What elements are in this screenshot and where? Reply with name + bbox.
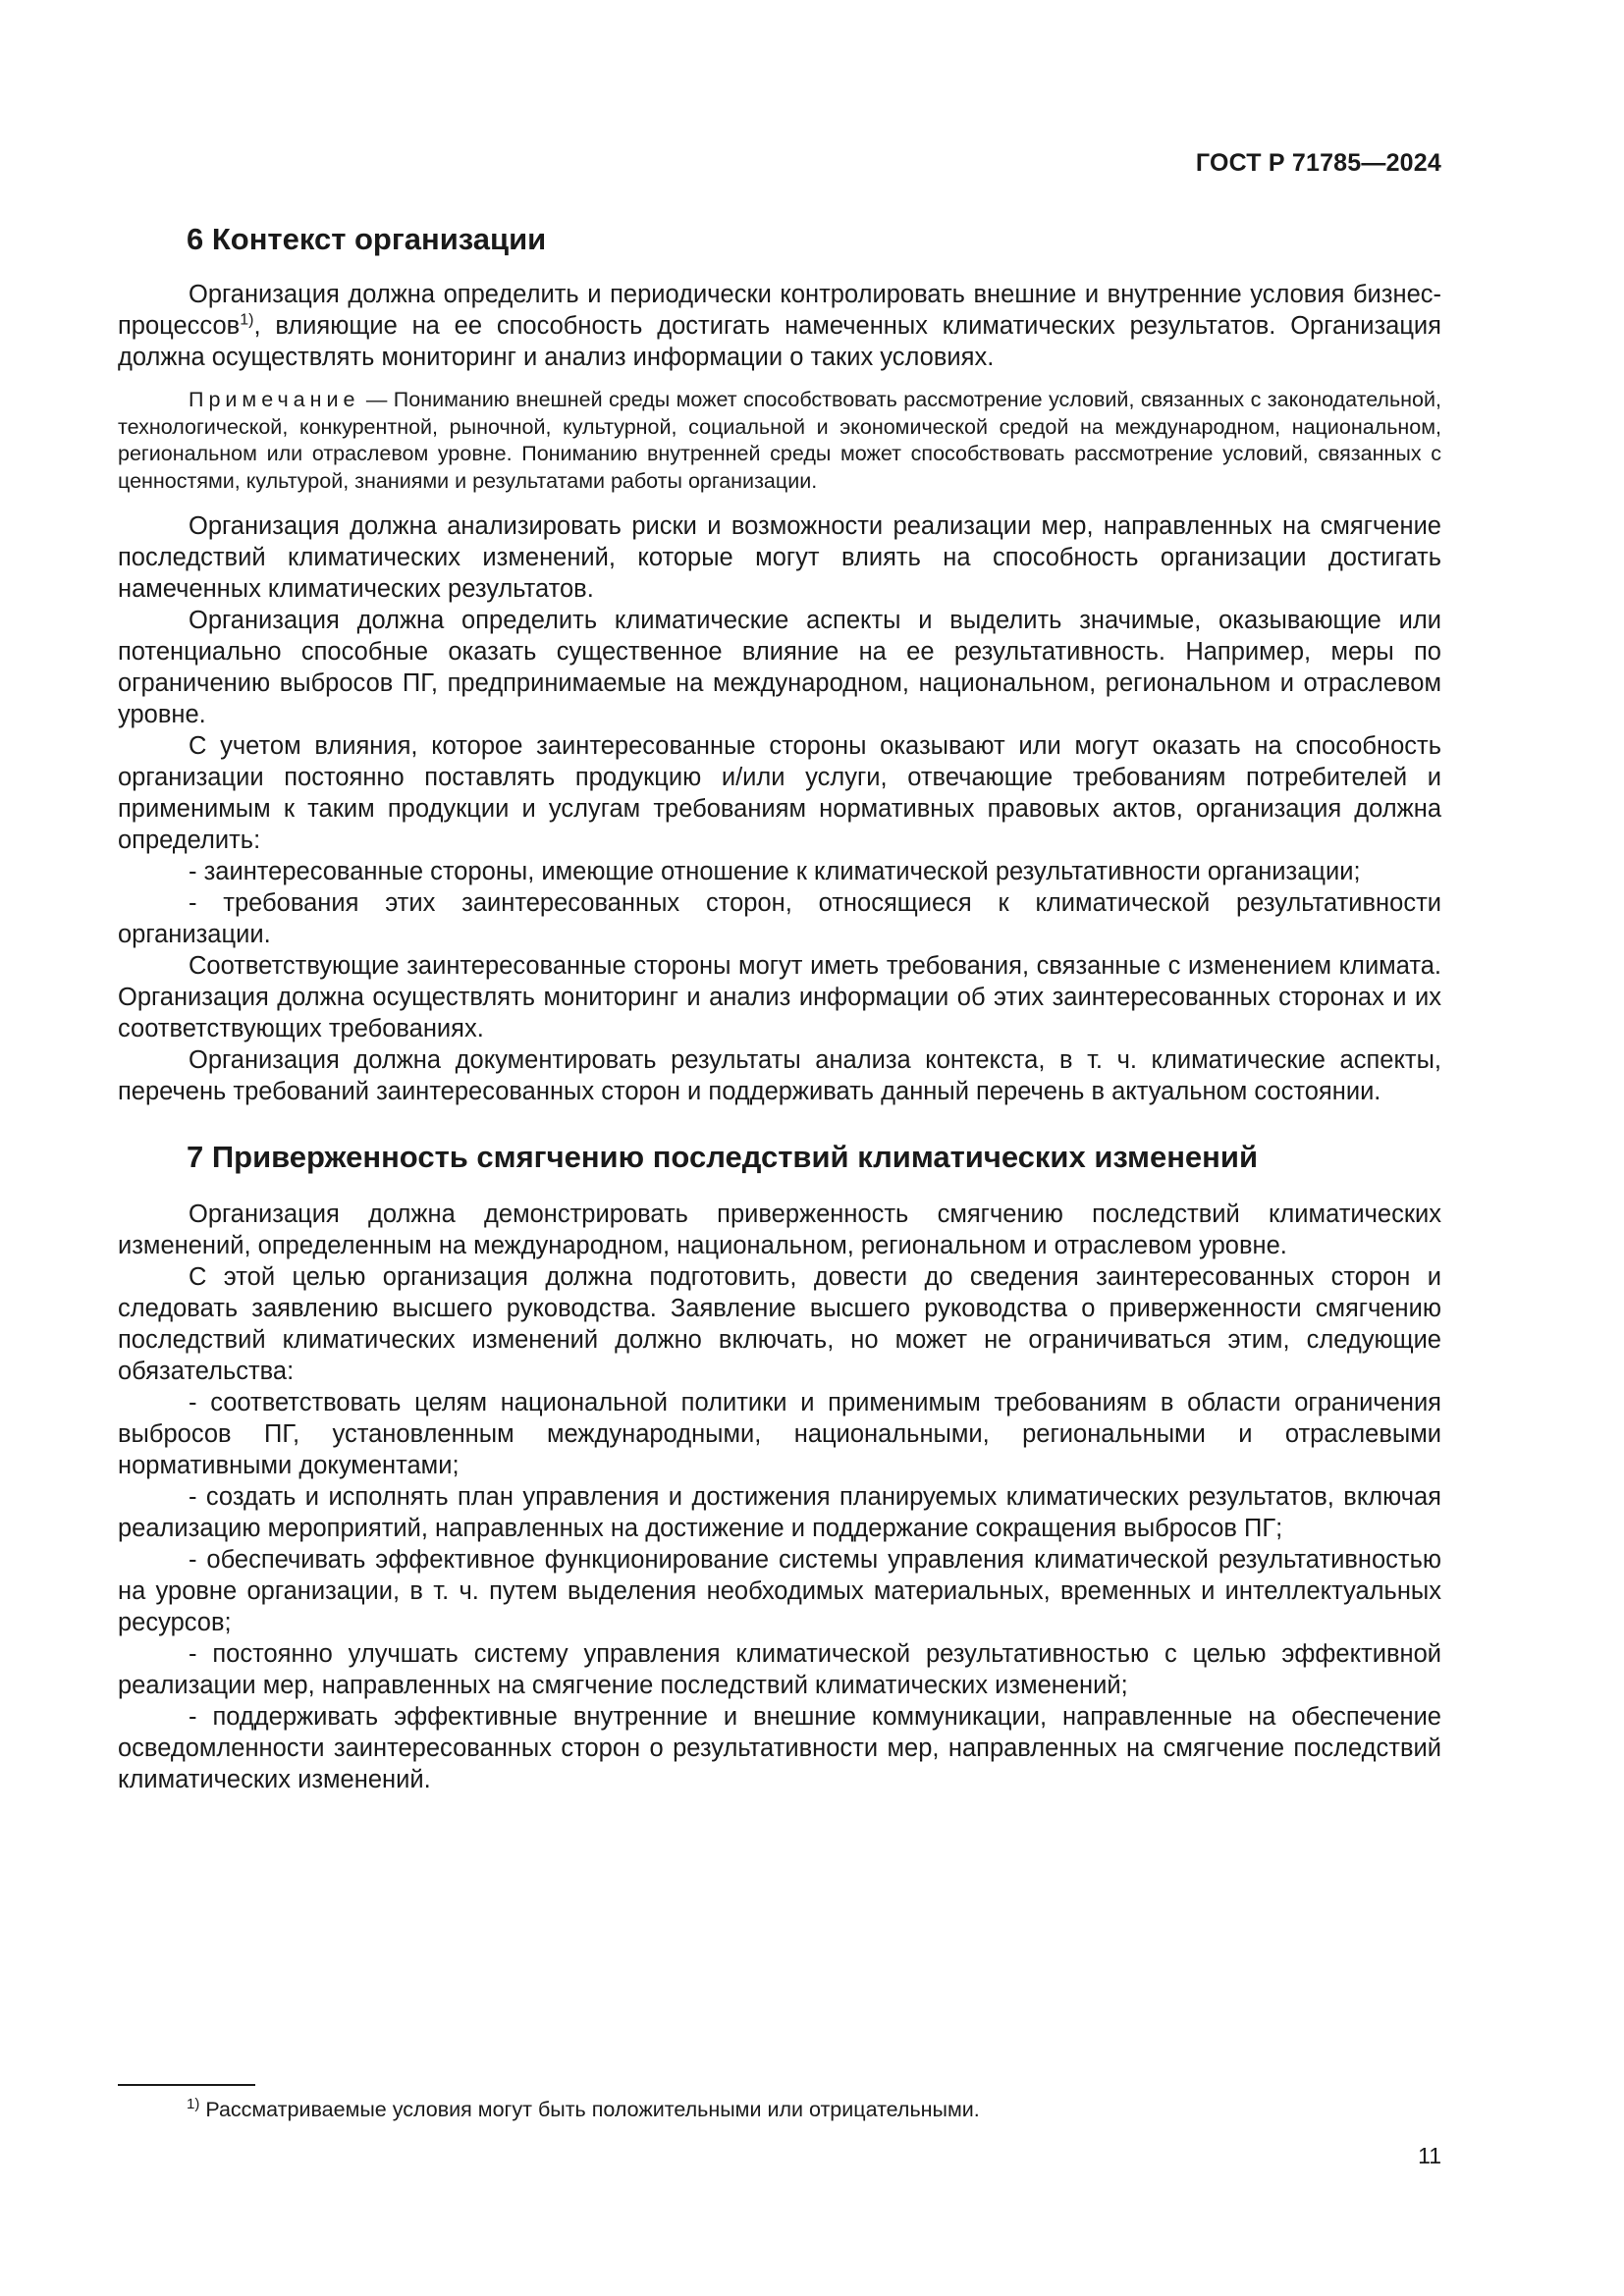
note-text: — Пониманию внешней среды может способствовать рассмотрение условий, связанных с законодательной, технологической, конкурентной, рыночной, культурной, социальной и экономической средой на международном, национальном, региональном или отраслевом уровне. Пониманию внутренней среды может способствовать рассмотрение условий, связанных с ценностями, культурой, знаниями и результатами работы организации. [118,388,1441,493]
section-7-list-item: - соответствовать целям национальной политики и применимым требованиям в области ограничения выбросов ПГ, установленным международными, национальными, региональными и отраслевыми нормативными документами; [118,1389,1441,1480]
section-6-list-item: - требования этих заинтересованных сторон, относящиеся к климатической результативности организации. [118,889,1441,949]
footnote [187,2096,980,2123]
section-7-paragraph-2: С этой целью организация должна подготовить, довести до сведения заинтересованных сторон и следовать заявлению высшего руководства. Заявление высшего руководства о приверженности смягчению последствий климатических изменений должно включать, но может не ограничиваться этим, следующие обязательства: [118,1263,1441,1386]
section-7-title: 7 Приверженность смягчению последствий климатических изменений [187,1140,1259,1175]
section-6-paragraph-3: Организация должна определить климатические аспекты и выделить значимые, оказывающие или потенциально способные оказать существенное влияние на ее результативность. Например, меры по ограничению выбросов ПГ, предпринимаемые на международном, национальном, региональном и отраслевом уровне. [118,607,1441,729]
section-7-list-item: - создать и исполнять план управления и достижения планируемых климатических результатов, включая реализацию мероприятий, направленных на достижение и поддержание сокращения выбросов ПГ; [118,1483,1441,1543]
section-7-list-item: - постоянно улучшать систему управления климатической результативностью с целью эффективной реализации мер, направленных на смягчение последствий климатических изменений; [118,1640,1441,1700]
section-7-paragraph-1: Организация должна демонстрировать приверженность смягчению последствий климатических изменений, определенным на международном, национальном, региональном и отраслевом уровне. [118,1201,1441,1260]
section-6-paragraph-4: С учетом влияния, которое заинтересованные стороны оказывают или могут оказать на способность организации постоянно поставлять продукцию и/или услуги, отвечающие требованиям потребителей и применимым к таким продукции и услугам требованиям нормативных правовых актов, организация должна определить: [118,732,1441,855]
section-7-list-item: - поддерживать эффективные внутренние и внешние коммуникации, направленные на обеспечение осведомленности заинтересованных сторон о результативности мер, направленных на смягчение последствий климатических изменений. [118,1703,1441,1794]
paragraph-text: Организация должна определить и периодически контролировать внешние и внутренние условия бизнес-процессов [118,281,1441,341]
main-content [118,221,1441,1795]
section-6-title: 6 Контекст организации [187,222,547,256]
footnote-reference: 1) [240,311,254,329]
document-code-header: ГОСТ Р 71785—2024 [1195,149,1441,177]
section-7-list-item: - обеспечивать эффективное функционирование системы управления климатической результативностью на уровне организации, в т. ч. путем выделения необходимых материальных, временных и интеллектуальных ресурсов; [118,1546,1441,1637]
page-number: 11 [1418,2143,1441,2168]
footnote-text: Рассматриваемые условия могут быть положительными или отрицательными. [199,2098,980,2121]
footnote-marker: 1) [187,2095,200,2112]
section-6-paragraph-6: Организация должна документировать результаты анализа контекста, в т. ч. климатические аспекты, перечень требований заинтересованных сторон и поддерживать данный перечень в актуальном состоянии. [118,1046,1441,1106]
section-6-list-item: - заинтересованные стороны, имеющие отношение к климатической результативности организации; [189,858,1361,886]
section-6-paragraph-2: Организация должна анализировать риски и возможности реализации мер, направленных на смягчение последствий климатических изменений, которые могут влиять на способность организации достигать намеченных климатических результатов. [118,512,1441,604]
footnote-divider [118,2084,255,2086]
section-6-paragraph-5: Соответствующие заинтересованные стороны могут иметь требования, связанные с изменением климата. Организация должна осуществлять мониторинг и анализ информации об этих заинтересованных сторонах и их соответствующих требованиях. [118,952,1441,1043]
section-6-paragraph-1 [118,279,1441,373]
paragraph-text: , влияющие на ее способность достигать намеченных климатических результатов. Организация должна осуществлять мониторинг и анализ информации о таких условиях. [118,312,1441,372]
section-6-note [118,387,1441,495]
note-label: Примечание [189,388,360,412]
